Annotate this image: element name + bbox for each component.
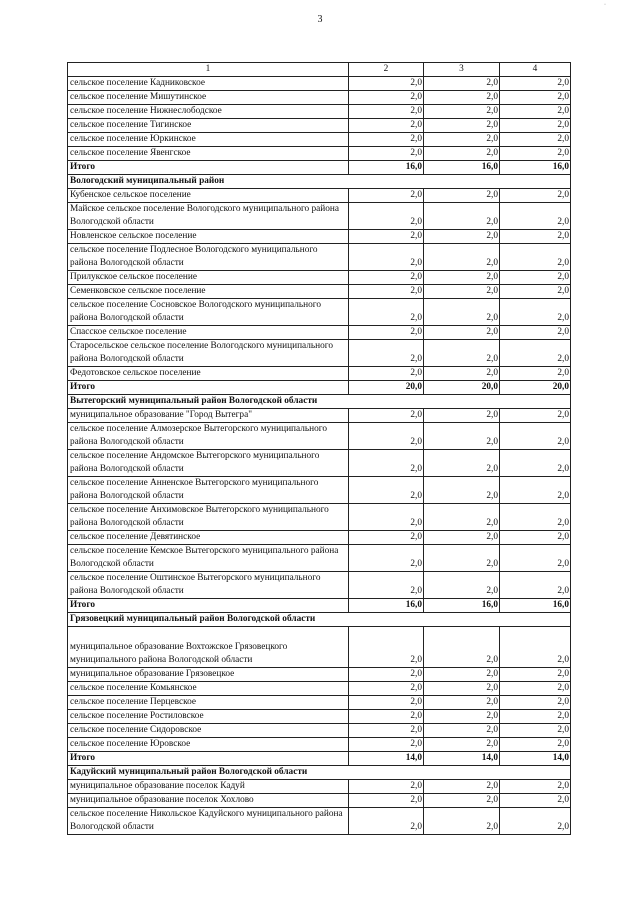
scan-artifact: ·	[604, 2, 606, 8]
value-cell-col-2: 2,0	[349, 91, 424, 105]
settlement-name: сельское поселение Перцевское	[68, 696, 349, 710]
value-cell-col-2: 2,0	[349, 504, 424, 531]
value-cell-col-2: 2,0	[349, 682, 424, 696]
section-title: Вытегорский муниципальный район Вологодской области	[68, 395, 571, 409]
value-cell-col-4: 2,0	[500, 794, 571, 808]
value-cell-col-3: 20,0	[424, 381, 500, 395]
table-row	[68, 77, 571, 91]
value-cell-col-3: 2,0	[424, 545, 500, 572]
value-cell-col-3: 2,0	[424, 77, 500, 91]
value-cell-col-3: 2,0	[424, 531, 500, 545]
section-row	[68, 395, 571, 409]
section-row	[68, 613, 571, 627]
settlement-name: Новленское сельское поселение	[68, 230, 349, 244]
value-cell-col-4: 16,0	[500, 599, 571, 613]
value-cell-col-2: 2,0	[349, 119, 424, 133]
value-cell-col-3: 2,0	[424, 423, 500, 450]
value-cell-col-4: 2,0	[500, 203, 571, 230]
table-row	[68, 682, 571, 696]
value-cell-col-2: 2,0	[349, 423, 424, 450]
value-cell-col-4: 2,0	[500, 531, 571, 545]
value-cell-col-3: 2,0	[424, 91, 500, 105]
section-row	[68, 175, 571, 189]
value-cell-col-4: 2,0	[500, 230, 571, 244]
value-cell-col-2: 2,0	[349, 724, 424, 738]
value-cell-col-3: 2,0	[424, 724, 500, 738]
section-title: Вологодский муниципальный район	[68, 175, 571, 189]
table-row	[68, 326, 571, 340]
value-cell-col-2: 2,0	[349, 627, 424, 668]
value-cell-col-4: 2,0	[500, 133, 571, 147]
value-cell-col-4: 2,0	[500, 271, 571, 285]
header-col-4: 4	[500, 63, 571, 77]
total-label: Итого	[68, 752, 349, 766]
value-cell-col-2: 2,0	[349, 77, 424, 91]
value-cell-col-2: 2,0	[349, 285, 424, 299]
value-cell-col-4: 2,0	[500, 285, 571, 299]
value-cell-col-4: 2,0	[500, 780, 571, 794]
settlement-name: сельское поселение Ростиловское	[68, 710, 349, 724]
value-cell-col-4: 2,0	[500, 627, 571, 668]
value-cell-col-3: 2,0	[424, 119, 500, 133]
value-cell-col-3: 2,0	[424, 271, 500, 285]
value-cell-col-3: 2,0	[424, 738, 500, 752]
value-cell-col-3: 2,0	[424, 147, 500, 161]
value-cell-col-3: 2,0	[424, 367, 500, 381]
settlement-name: сельское поселение Алмозерское Вытегорского муниципального района Вологодской области	[68, 423, 349, 450]
value-cell-col-2: 2,0	[349, 794, 424, 808]
table-row	[68, 244, 571, 271]
value-cell-col-3: 2,0	[424, 230, 500, 244]
value-cell-col-3: 2,0	[424, 504, 500, 531]
value-cell-col-3: 2,0	[424, 780, 500, 794]
table-row	[68, 203, 571, 230]
value-cell-col-2: 2,0	[349, 409, 424, 423]
value-cell-col-4: 2,0	[500, 105, 571, 119]
total-label: Итого	[68, 161, 349, 175]
total-row	[68, 599, 571, 613]
value-cell-col-4: 2,0	[500, 326, 571, 340]
table-row	[68, 119, 571, 133]
value-cell-col-2: 2,0	[349, 808, 424, 835]
settlement-name: сельское поселение Юровское	[68, 738, 349, 752]
value-cell-col-2: 2,0	[349, 477, 424, 504]
settlement-name: муниципальное образование поселок Хохлово	[68, 794, 349, 808]
value-cell-col-4: 2,0	[500, 423, 571, 450]
value-cell-col-4: 2,0	[500, 147, 571, 161]
settlement-name: сельское поселение Комьянское	[68, 682, 349, 696]
table-row	[68, 367, 571, 381]
value-cell-col-3: 2,0	[424, 340, 500, 367]
settlement-name: сельское поселение Оштинское Вытегорского муниципального района Вологодской области	[68, 572, 349, 599]
value-cell-col-4: 2,0	[500, 668, 571, 682]
total-row	[68, 161, 571, 175]
value-cell-col-2: 2,0	[349, 450, 424, 477]
table-row	[68, 668, 571, 682]
value-cell-col-3: 16,0	[424, 599, 500, 613]
settlement-name: сельское поселение Подлесное Вологодского муниципального района Вологодской области	[68, 244, 349, 271]
value-cell-col-3: 2,0	[424, 285, 500, 299]
table-row	[68, 271, 571, 285]
settlement-name: муниципальное образование Вохтожское Грязовецкого муниципального района Вологодской области	[68, 627, 349, 668]
total-label: Итого	[68, 381, 349, 395]
value-cell-col-3: 2,0	[424, 326, 500, 340]
value-cell-col-3: 2,0	[424, 794, 500, 808]
value-cell-col-2: 2,0	[349, 230, 424, 244]
value-cell-col-2: 2,0	[349, 203, 424, 230]
value-cell-col-2: 16,0	[349, 161, 424, 175]
value-cell-col-2: 2,0	[349, 572, 424, 599]
value-cell-col-2: 2,0	[349, 105, 424, 119]
table-row	[68, 724, 571, 738]
value-cell-col-3: 2,0	[424, 668, 500, 682]
value-cell-col-4: 2,0	[500, 696, 571, 710]
total-label: Итого	[68, 599, 349, 613]
value-cell-col-4: 2,0	[500, 189, 571, 203]
value-cell-col-4: 2,0	[500, 738, 571, 752]
value-cell-col-2: 2,0	[349, 271, 424, 285]
value-cell-col-4: 2,0	[500, 450, 571, 477]
settlement-name: Прилукское сельское поселение	[68, 271, 349, 285]
section-title: Кадуйский муниципальный район Вологодской области	[68, 766, 571, 780]
table-row	[68, 423, 571, 450]
table-row	[68, 189, 571, 203]
value-cell-col-4: 14,0	[500, 752, 571, 766]
header-col-2: 2	[349, 63, 424, 77]
settlement-name: Федотовское сельское поселение	[68, 367, 349, 381]
settlement-name: сельское поселение Андомское Вытегорского муниципального района Вологодской области	[68, 450, 349, 477]
value-cell-col-3: 2,0	[424, 477, 500, 504]
table-row	[68, 91, 571, 105]
value-cell-col-3: 2,0	[424, 299, 500, 326]
value-cell-col-4: 2,0	[500, 724, 571, 738]
settlement-name: муниципальное образование "Город Вытегра"	[68, 409, 349, 423]
value-cell-col-2: 2,0	[349, 244, 424, 271]
settlement-name: муниципальное образование поселок Кадуй	[68, 780, 349, 794]
settlement-name: сельское поселение Мишутинское	[68, 91, 349, 105]
value-cell-col-2: 2,0	[349, 189, 424, 203]
value-cell-col-4: 2,0	[500, 91, 571, 105]
total-row	[68, 752, 571, 766]
value-cell-col-2: 2,0	[349, 710, 424, 724]
value-cell-col-3: 2,0	[424, 450, 500, 477]
header-col-1: 1	[68, 63, 349, 77]
settlement-name: сельское поселение Анненское Вытегорского муниципального района Вологодской области	[68, 477, 349, 504]
table-row	[68, 627, 571, 668]
table-row	[68, 808, 571, 835]
value-cell-col-3: 2,0	[424, 808, 500, 835]
settlement-name: Кубенское сельское поселение	[68, 189, 349, 203]
value-cell-col-2: 2,0	[349, 531, 424, 545]
allocation-table	[67, 62, 571, 835]
value-cell-col-2: 2,0	[349, 326, 424, 340]
value-cell-col-2: 14,0	[349, 752, 424, 766]
table-row	[68, 545, 571, 572]
value-cell-col-4: 2,0	[500, 119, 571, 133]
value-cell-col-4: 2,0	[500, 340, 571, 367]
settlement-name: муниципальное образование Грязовецкое	[68, 668, 349, 682]
table-row	[68, 105, 571, 119]
value-cell-col-3: 2,0	[424, 627, 500, 668]
value-cell-col-4: 2,0	[500, 504, 571, 531]
value-cell-col-3: 14,0	[424, 752, 500, 766]
value-cell-col-2: 2,0	[349, 299, 424, 326]
value-cell-col-4: 2,0	[500, 545, 571, 572]
value-cell-col-3: 2,0	[424, 244, 500, 271]
table-row	[68, 477, 571, 504]
table-row	[68, 133, 571, 147]
settlement-name: Майское сельское поселение Вологодского муниципального района Вологодской области	[68, 203, 349, 230]
value-cell-col-4: 2,0	[500, 682, 571, 696]
table-row	[68, 230, 571, 244]
value-cell-col-4: 2,0	[500, 409, 571, 423]
table-row	[68, 738, 571, 752]
table-row	[68, 504, 571, 531]
value-cell-col-2: 2,0	[349, 780, 424, 794]
table-header-row	[68, 63, 571, 77]
table-row	[68, 572, 571, 599]
value-cell-col-2: 2,0	[349, 133, 424, 147]
section-title: Грязовецкий муниципальный район Вологодской области	[68, 613, 571, 627]
table-row	[68, 285, 571, 299]
value-cell-col-4: 2,0	[500, 77, 571, 91]
table-row	[68, 147, 571, 161]
table-row	[68, 531, 571, 545]
value-cell-col-2: 2,0	[349, 545, 424, 572]
value-cell-col-3: 2,0	[424, 572, 500, 599]
value-cell-col-3: 2,0	[424, 710, 500, 724]
settlement-name: сельское поселение Девятинское	[68, 531, 349, 545]
value-cell-col-4: 2,0	[500, 299, 571, 326]
table-row	[68, 340, 571, 367]
value-cell-col-4: 2,0	[500, 572, 571, 599]
settlement-name: Спасское сельское поселение	[68, 326, 349, 340]
header-col-3: 3	[424, 63, 500, 77]
value-cell-col-2: 2,0	[349, 147, 424, 161]
value-cell-col-3: 2,0	[424, 189, 500, 203]
table-row	[68, 450, 571, 477]
value-cell-col-2: 2,0	[349, 738, 424, 752]
value-cell-col-3: 16,0	[424, 161, 500, 175]
value-cell-col-3: 2,0	[424, 409, 500, 423]
value-cell-col-4: 2,0	[500, 367, 571, 381]
settlement-name: сельское поселение Нижнеслободское	[68, 105, 349, 119]
settlement-name: сельское поселение Тигинское	[68, 119, 349, 133]
settlement-name: Старосельское сельское поселение Вологодского муниципального района Вологодской области	[68, 340, 349, 367]
table-row	[68, 710, 571, 724]
page-number: 3	[317, 14, 323, 25]
table-row	[68, 780, 571, 794]
settlement-name: сельское поселение Сидоровское	[68, 724, 349, 738]
value-cell-col-2: 20,0	[349, 381, 424, 395]
value-cell-col-4: 2,0	[500, 244, 571, 271]
table-row	[68, 794, 571, 808]
value-cell-col-2: 2,0	[349, 668, 424, 682]
value-cell-col-4: 2,0	[500, 477, 571, 504]
value-cell-col-4: 2,0	[500, 808, 571, 835]
table-row	[68, 409, 571, 423]
settlement-name: сельское поселение Сосновское Вологодского муниципального района Вологодской области	[68, 299, 349, 326]
value-cell-col-2: 2,0	[349, 367, 424, 381]
settlement-name: сельское поселение Кемское Вытегорского муниципального района Вологодской области	[68, 545, 349, 572]
value-cell-col-3: 2,0	[424, 203, 500, 230]
settlement-name: сельское поселение Никольское Кадуйского муниципального района Вологодской области	[68, 808, 349, 835]
value-cell-col-4: 20,0	[500, 381, 571, 395]
value-cell-col-4: 16,0	[500, 161, 571, 175]
value-cell-col-3: 2,0	[424, 682, 500, 696]
table-row	[68, 696, 571, 710]
settlement-name: сельское поселение Юркинское	[68, 133, 349, 147]
value-cell-col-2: 16,0	[349, 599, 424, 613]
value-cell-col-3: 2,0	[424, 696, 500, 710]
total-row	[68, 381, 571, 395]
settlement-name: Семенковское сельское поселение	[68, 285, 349, 299]
settlement-name: сельское поселение Анхимовское Вытегорского муниципального района Вологодской области	[68, 504, 349, 531]
section-row	[68, 766, 571, 780]
settlement-name: сельское поселение Явенгское	[68, 147, 349, 161]
value-cell-col-2: 2,0	[349, 696, 424, 710]
value-cell-col-4: 2,0	[500, 710, 571, 724]
settlement-name: сельское поселение Кадниковское	[68, 77, 349, 91]
value-cell-col-3: 2,0	[424, 133, 500, 147]
table-row	[68, 299, 571, 326]
value-cell-col-2: 2,0	[349, 340, 424, 367]
value-cell-col-3: 2,0	[424, 105, 500, 119]
